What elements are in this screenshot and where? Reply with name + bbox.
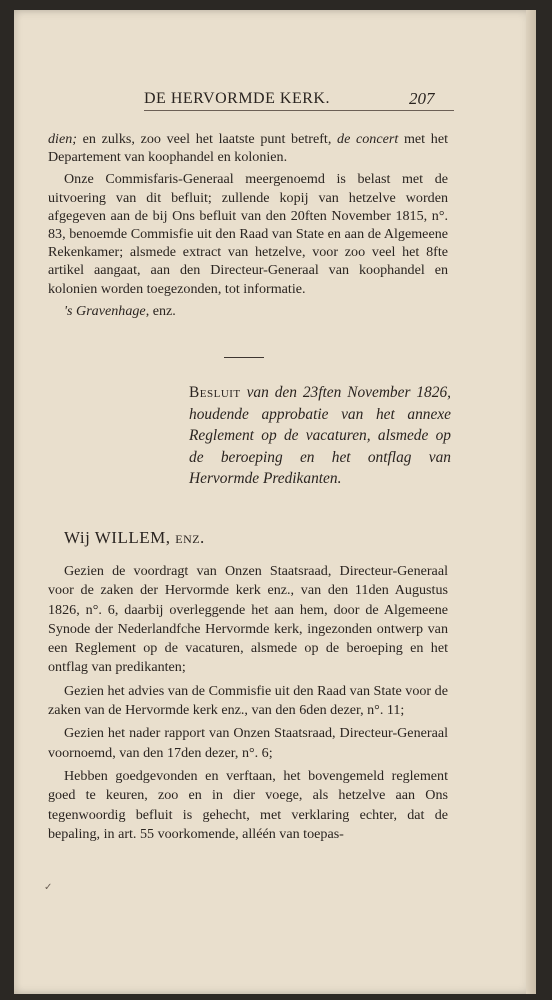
section-divider [224, 357, 264, 358]
wij-rest: , enz. [165, 528, 205, 547]
continued-paragraph [48, 130, 448, 166]
top-text-block [48, 130, 448, 320]
margin-mark: ✓ [44, 882, 53, 893]
decision-text: van den 23ften November 1826, houdende approbatie van het annexe Reglement op de vacaturen, alsmede op de beroeping en het ontflag van Hervormde Predikanten. [189, 384, 451, 487]
decision-lead: Besluit [189, 384, 241, 401]
text-run: met het Departement van koophandel en kolonien. [48, 131, 448, 166]
royal-opening [64, 528, 205, 548]
page-number: 207 [409, 89, 435, 108]
decision-heading [189, 382, 451, 490]
wij-lead: Wij WILLEM [64, 528, 166, 547]
paragraph: Gezien de voordragt van Onzen Staatsraad, Directeur-Generaal voor de zaken der Hervormde kerk enz., van den 11den Augustus 1826, n°. 6, daarbij overleggende het aan hem, door de Algemeene Synode der Nederlandfche Hervormde kerk, ingezonden ontwerp van een Reglement op de vacaturen, alsmede op de beroeping en het ontflag van predikanten; [48, 563, 448, 676]
signoff [48, 302, 448, 320]
page-edge [526, 10, 536, 994]
text-run: en zulks, zoo veel het laatste punt betreft, [76, 131, 338, 147]
paragraph: Hebben goedgevonden en verftaan, het bovengemeld reglement goed te keuren, zoo en in dier voege, als hetzelve aan Ons tegenwoordig befluit is gehecht, met verklaring echter, dat de bepaling, in art. 55 voorkomende, alléén van toepas- [48, 767, 448, 842]
italic-word: de concert [337, 131, 399, 147]
running-head [144, 90, 454, 111]
running-title: DE HERVORMDE KERK. [144, 90, 330, 107]
italic-word: dien; [48, 131, 77, 147]
paragraph: Gezien het nader rapport van Onzen Staatsraad, Directeur-Generaal voornoemd, van den 17den dezer, n°. 6; [48, 725, 448, 761]
paragraph: Onze Commisfaris-Generaal meergenoemd is belast met de uitvoering van dit befluit; zullende kopij van hetzelve worden afgegeven aan de bij Ons befluit van den 20ften November 1815, n°. 83, benoemde Commisfie uit den Raad van State en aan de Algemeene Rekenkamer; alsmede extract van hetzelve, voor zoo veel het 8fte artikel aangaat, aan den Directeur-Generaal van koophandel en kolonien worden toegezonden, tot informatie. [48, 171, 448, 297]
text-run: , enz. [145, 302, 176, 319]
place-name: 's Gravenhage [64, 302, 146, 319]
book-page [14, 10, 536, 994]
paragraph: Gezien het advies van de Commisfie uit den Raad van State voor de zaken van de Hervormde kerk enz., van den 6den dezer, n°. 11; [48, 682, 448, 719]
decree-body [48, 562, 448, 848]
